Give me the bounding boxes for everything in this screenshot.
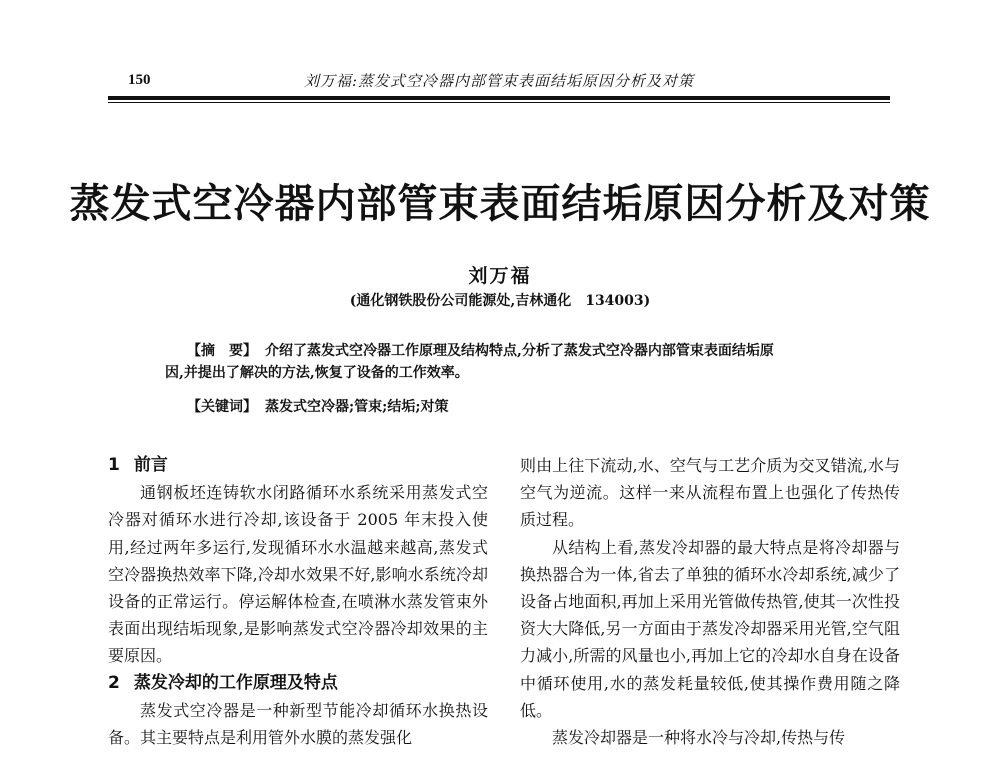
section-heading	[108, 670, 488, 697]
abstract-line-2: 因,并提出了解决的方法,恢复了设备的工作效率。	[165, 365, 469, 381]
header-rule-thick	[108, 96, 890, 100]
section-title: 前言	[133, 455, 168, 475]
page-number: 150	[128, 72, 151, 88]
running-header	[108, 70, 890, 92]
body-paragraph: 从结构上看,蒸发冷却器的最大特点是将冷却器与换热器合为一体,省去了单独的循环水冷却系统,减少了设备占地面积,再加上采用光管做传热管,使其一次性投资大大降低,另一方面由于蒸发冷却器采用光管,空气阻力减小,所需的风量也小,再加上它的冷却水自身在设备中循环使用,水的蒸发耗量较低,使其操作费用随之降低。	[520, 537, 900, 720]
keywords	[187, 396, 449, 416]
section-heading	[108, 452, 488, 479]
abstract	[165, 340, 837, 384]
section-paragraph: 蒸发式空冷器是一种新型节能冷却循环水换热设备。其主要特点是利用管外水膜的蒸发强化	[108, 700, 488, 748]
section-paragraph: 通钢板坯连铸软水闭路循环水系统采用蒸发式空冷器对循环水进行冷却,该设备于 2005 年末投入使用,经过两年多运行,发现循环水水温越来越高,蒸发式空冷器换热效率下降,冷却水效果不好,影响水系统冷却设备的正常运行。停运解体检查,在喷淋水蒸发管束外表面出现结垢现象,是影响蒸发式空冷器冷却效果的主要原因。	[108, 483, 488, 666]
article-title: 蒸发式空冷器内部管束表面结垢原因分析及对策	[69, 180, 931, 227]
abstract-line-1	[165, 340, 837, 362]
running-title: 刘万福:蒸发式空冷器内部管束表面结垢原因分析及对策	[303, 72, 695, 90]
section-number: 2	[108, 672, 120, 693]
keywords-text: 蒸发式空冷器;管束;结垢;对策	[265, 399, 449, 415]
author-affiliation: (通化钢铁股份公司能源处,吉林通化 134003)	[349, 293, 651, 309]
author-name: 刘万福	[468, 265, 532, 287]
body-paragraph: 蒸发冷却器是一种将水冷与冷却,传热与传	[552, 728, 846, 748]
left-column	[108, 452, 488, 751]
header-rule-thin	[108, 102, 890, 103]
abstract-text-1: 介绍了蒸发式空冷器工作原理及结构特点,分析了蒸发式空冷器内部管束表面结垢原	[265, 343, 774, 359]
keywords-label: 【关键词】	[187, 399, 257, 415]
right-column	[520, 452, 900, 751]
section-number: 1	[108, 455, 120, 475]
section-title: 蒸发冷却的工作原理及特点	[133, 672, 338, 693]
body-paragraph: 则由上往下流动,水、空气与工艺介质为交叉错流,水与空气为逆流。这样一来从流程布置上也强化了传热传质过程。	[520, 456, 900, 530]
abstract-label: 【摘 要】	[187, 343, 257, 359]
